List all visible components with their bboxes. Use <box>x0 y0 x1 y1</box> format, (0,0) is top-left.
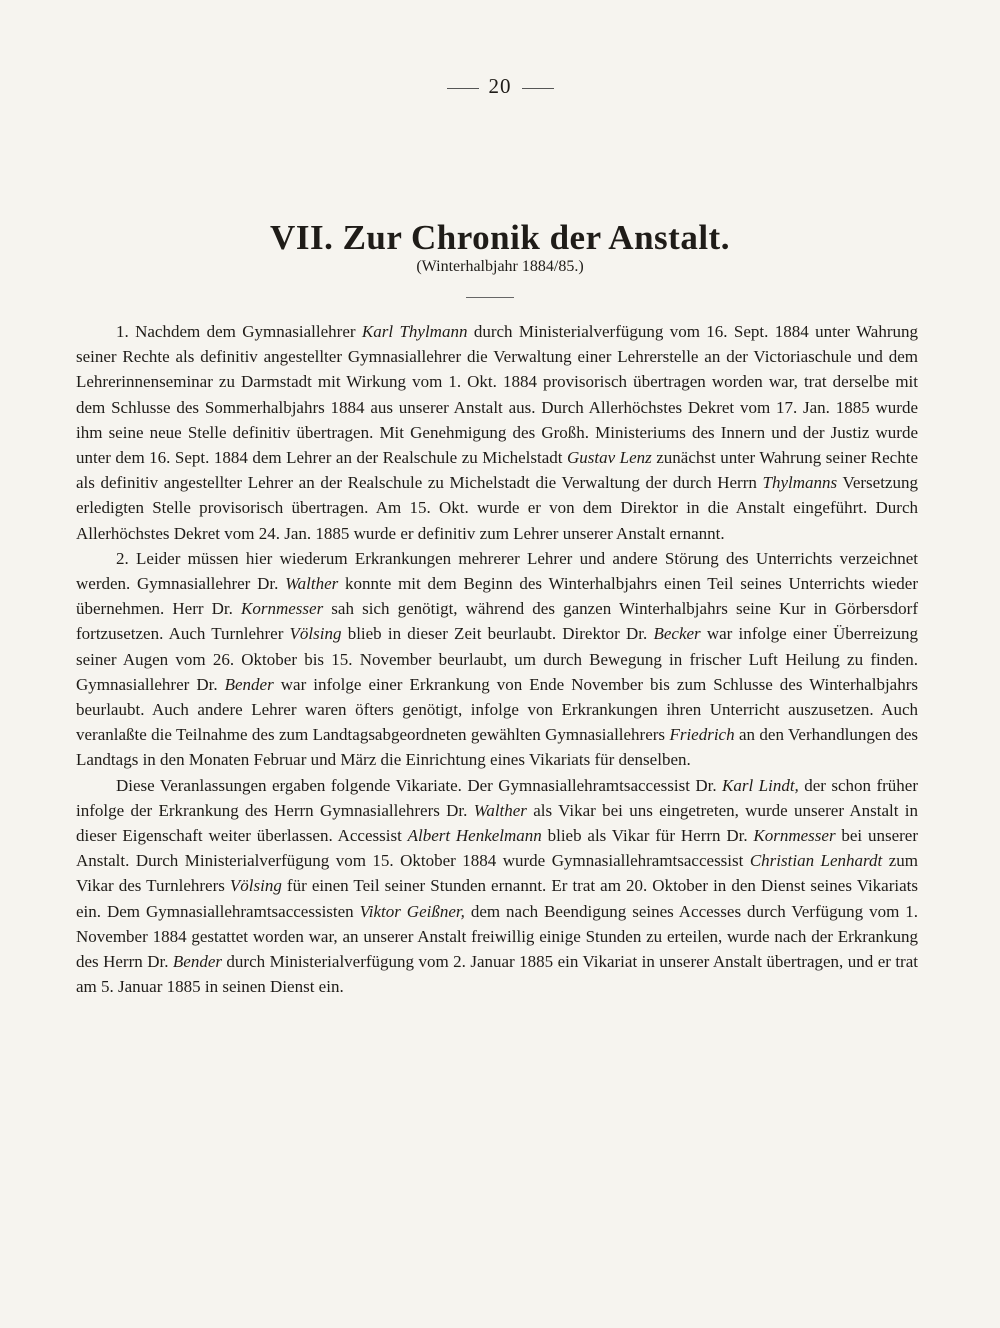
paragraph-text: an den Verhandlungen des Landtags in den Monaten Februar und März die Einrichtung eines Vikariats für denselben. <box>76 725 919 770</box>
person-name: Bender <box>172 952 222 972</box>
paragraph <box>76 773 918 1000</box>
person-name: Gustav Lenz <box>567 448 652 468</box>
person-name: Karl Thylmann <box>361 322 468 341</box>
section-title: VII. Zur Chronik der Anstalt. <box>270 218 730 257</box>
paragraph-text: zum Vikar des Turnlehrers <box>76 851 919 896</box>
person-name: Friedrich <box>669 725 735 745</box>
person-name: Bender <box>224 674 274 694</box>
title-divider <box>466 297 514 298</box>
section-subtitle: (Winterhalbjahr 1884/85.) <box>416 258 584 275</box>
page-number-dash-left <box>447 88 479 89</box>
paragraph-text: bei unserer Anstalt. Durch Ministerialverfügung vom 15. Oktober 1884 wurde Gymnasiallehramtsaccessist <box>76 826 918 871</box>
paragraph-text: zunächst unter Wahrung seiner Rechte als definitiv angestellter Lehrer an der Realschule zu Michelstadt die Verwaltung der durch Herrn <box>76 448 918 493</box>
person-name: Karl Lindt, <box>722 775 799 795</box>
person-name: Kornmesser <box>241 599 324 619</box>
page-number-text: 20 <box>488 74 512 98</box>
paragraph-text: durch Ministerialverfügung vom 16. Sept. 1884 unter Wahrung seiner Rechte als definitiv angestellter Gymnasiallehrer die Verwaltung einer Lehrerstelle an der Victoriaschule und dem Lehrerinnenseminar zu Darmstadt mit Wirkung vom 1. Okt. 1884 provisorisch übertragen worden war, trat derselbe mit dem Schlusse des Sommerhalbjahrs 1884 aus unserer Anstalt aus. Durch Allerhöchstes Dekret vom 17. Jan. 1885 wurde ihm seine neue Stelle definitiv übertragen. Mit Genehmigung des Großh. Ministeriums des Innern und der Justiz wurde unter dem 16. Sept. 1884 dem Lehrer an der Realschule zu Michelstadt <box>76 322 918 468</box>
paragraph-text: war infolge einer Erkrankung von Ende November bis zum Schlusse des Winterhalbjahrs beurlaubt. Auch andere Lehrer waren öfters genötigt, infolge von Erkrankungen ihren Unterricht auszusetzen. Auch veranlaßte die Teilnahme des zum Landtagsabgeordneten gewählten Gymnasiallehrers <box>76 674 918 745</box>
person-name: Völsing <box>289 624 342 644</box>
paragraph-text: sah sich genötigt, während des ganzen Winterhalbjahrs seine Kur in Görbersdorf fortzusetzen. Auch Turnlehrer <box>76 599 918 644</box>
paragraph-text: der schon früher infolge der Erkrankung des Herrn Gymnasiallehrers Dr. <box>76 775 918 820</box>
paragraph-text: war infolge einer Überreizung seiner Augen vom 26. Oktober bis 15. November beurlaubt, um durch Bewegung in frischer Luft Heilung zu finden. Gymnasiallehrer Dr. <box>76 624 918 694</box>
person-name: Völsing <box>229 876 282 896</box>
paragraph <box>76 546 918 773</box>
page-number <box>0 74 1000 99</box>
person-name: Christian Lenhardt <box>749 851 883 871</box>
paragraph-text: Versetzung erledigten Stelle provisorisch übertragen. Am 15. Okt. wurde er von dem Direktor in die Anstalt eingeführt. Durch Allerhöchstes Dekret vom 24. Jan. 1885 wurde er definitiv zum Lehrer unserer Anstalt ernannt. <box>76 473 918 543</box>
body-text <box>76 319 918 999</box>
person-name: Viktor Geißner, <box>359 901 465 921</box>
paragraph-text: dem nach Beendigung seines Accesses durch Verfügung vom 1. November 1884 gestattet worden war, an unserer Anstalt freiwillig einige Stunden zu erteilen, wurde nach der Erkrankung des Herrn Dr. <box>76 901 918 972</box>
paragraph-text: konnte mit dem Beginn des Winterhalbjahrs einen Teil seines Unterrichts wieder übernehmen. Herr Dr. <box>76 574 919 619</box>
person-name: Walther <box>285 574 339 594</box>
page-number-dash-right <box>522 88 554 89</box>
paragraph-text: als Vikar bei uns eingetreten, wurde unserer Anstalt in dieser Eigenschaft weiter überlassen. Accessist <box>76 800 918 846</box>
paragraph-text: 1. Nachdem dem Gymnasiallehrer <box>116 322 362 341</box>
paragraph-text: Diese Veranlassungen ergaben folgende Vikariate. Der Gymnasiallehramtsaccessist Dr. <box>116 775 723 795</box>
person-name: Walther <box>473 800 527 820</box>
person-name: Albert Henkelmann <box>407 826 542 846</box>
paragraph-text: für einen Teil seiner Stunden ernannt. Er trat am 20. Oktober in den Dienst seines Vikariats ein. Dem Gymnasiallehramtsaccessisten <box>76 876 918 921</box>
person-name: Kornmesser <box>753 826 836 846</box>
paragraph <box>76 319 918 546</box>
person-name: Thylmanns <box>762 473 838 493</box>
paragraph-text: blieb in dieser Zeit beurlaubt. Direktor Dr. <box>341 624 654 644</box>
paragraph-text: blieb als Vikar für Herrn Dr. <box>541 826 754 846</box>
paragraph-text: 2. Leider müssen hier wiederum Erkrankungen mehrerer Lehrer und andere Störung des Unterrichts verzeichnet werden. Gymnasiallehrer Dr. <box>76 548 918 594</box>
person-name: Becker <box>653 624 701 644</box>
paragraph-text: durch Ministerialverfügung vom 2. Januar 1885 ein Vikariat in unserer Anstalt übertragen, und er trat am 5. Januar 1885 in seinen Dienst ein. <box>76 952 918 997</box>
